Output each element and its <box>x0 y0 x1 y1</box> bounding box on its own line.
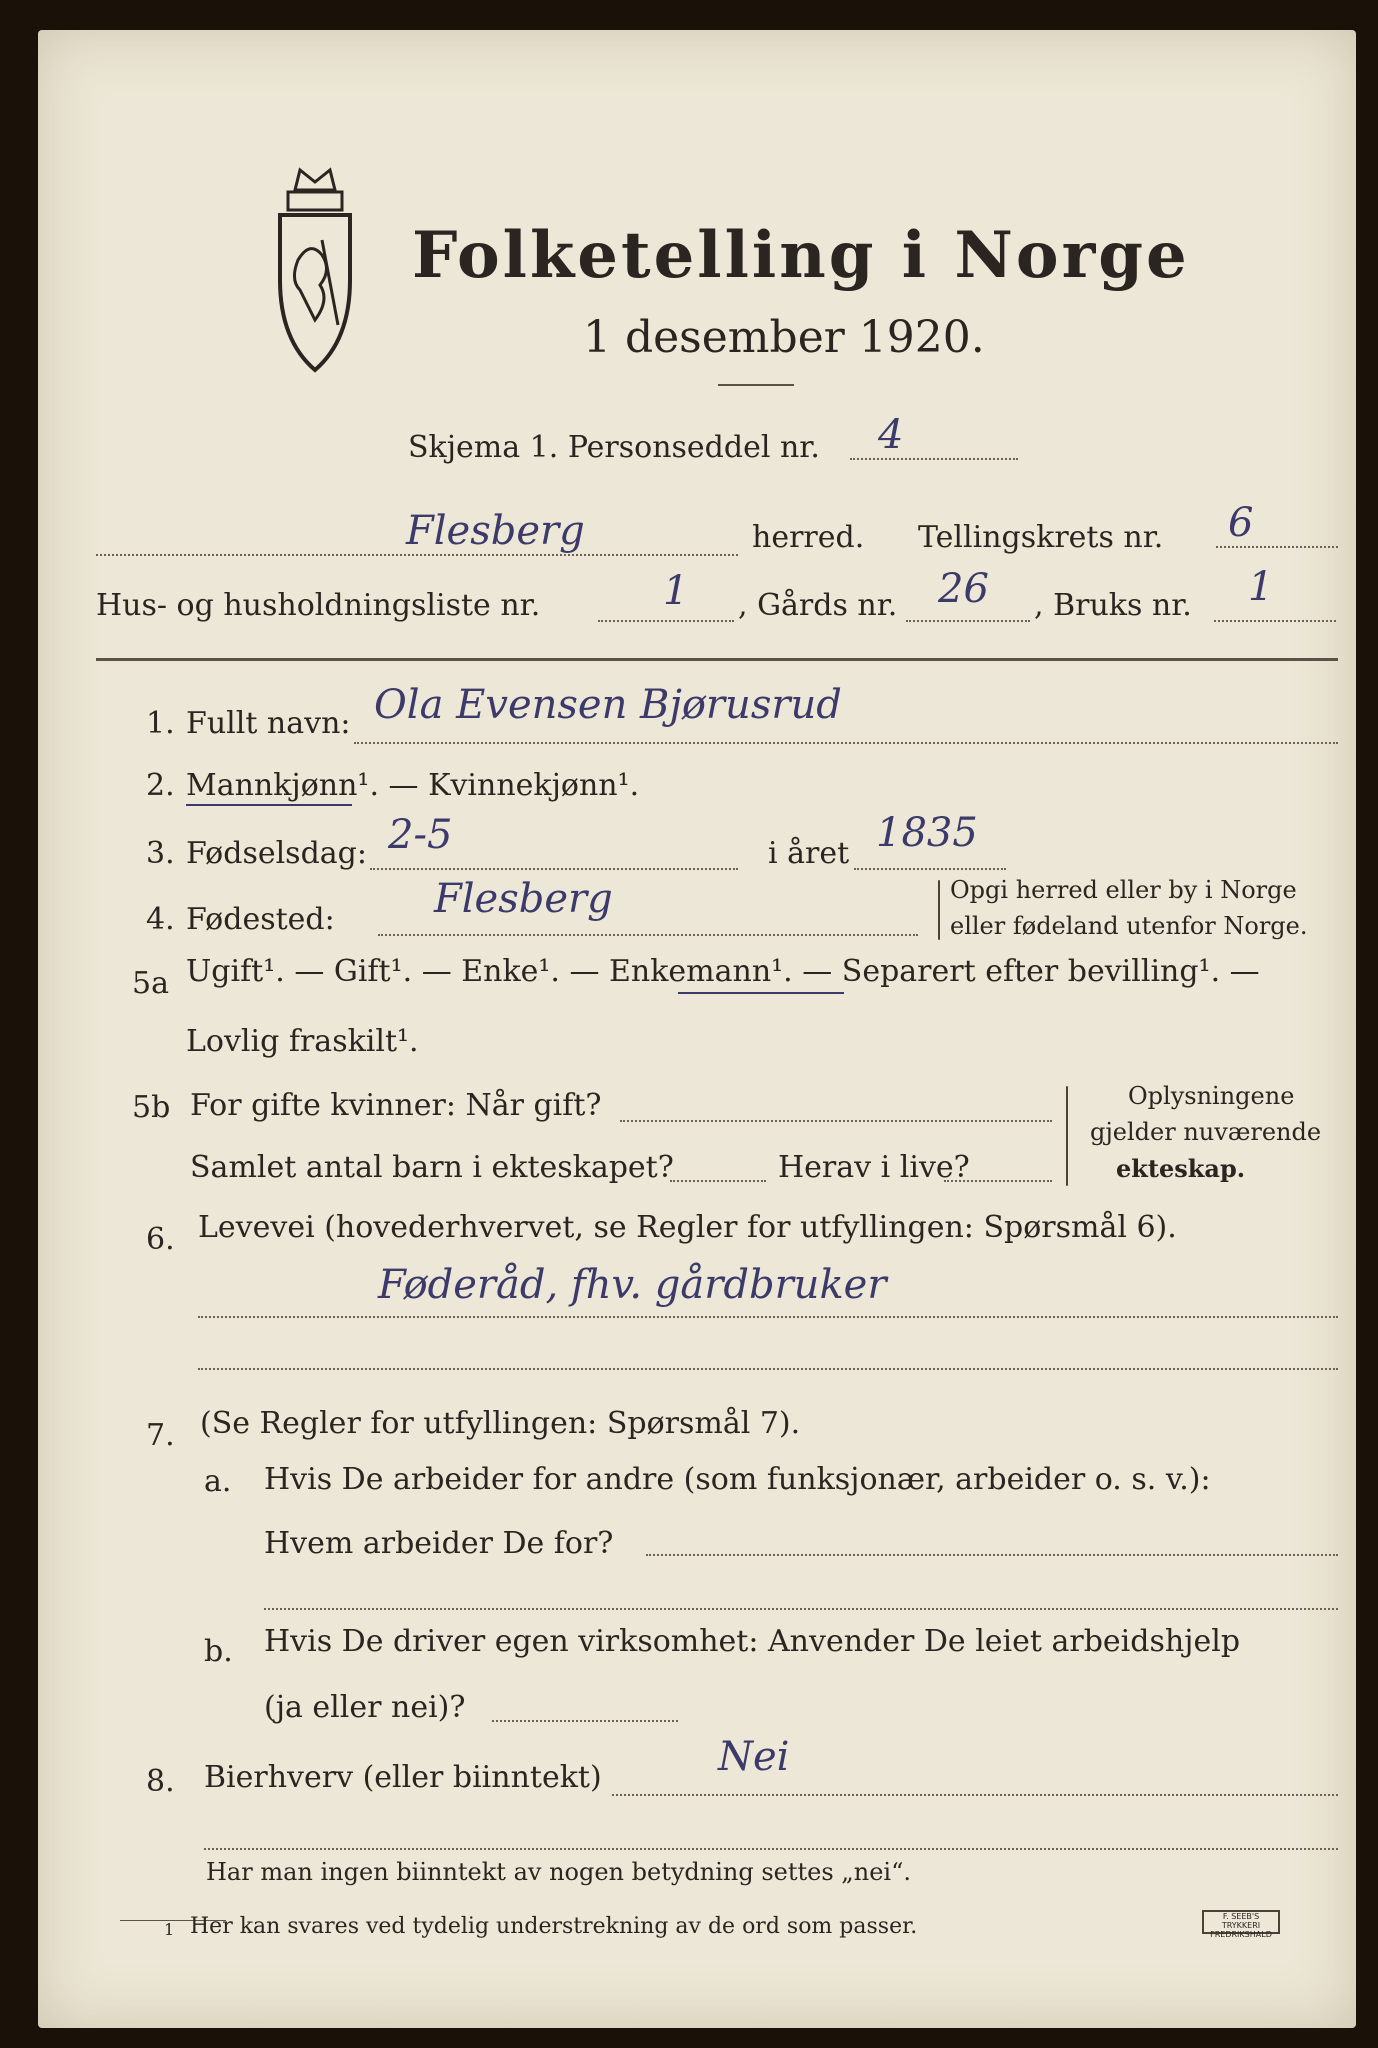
q5b-brace <box>1066 1086 1068 1186</box>
bruks-value: 1 <box>1248 564 1274 610</box>
q8-number: 8. <box>146 1764 175 1799</box>
q5a-label-line1: Ugift¹. — Gift¹. — Enke¹. — Enkemann¹. — Separert efter bevilling¹. — <box>186 954 1260 989</box>
q7b-label-line2: (ja eller nei)? <box>264 1690 466 1725</box>
husholdningsliste-label: Hus- og husholdningsliste nr. <box>96 588 541 623</box>
q6-line1 <box>198 1316 1338 1318</box>
q2-number: 2. <box>146 768 175 803</box>
q1-label: Fullt navn: <box>186 706 351 741</box>
personseddel-line <box>850 458 1018 460</box>
q5b-note-line2: gjelder nuværende <box>1090 1118 1322 1146</box>
q5b-label-line1: For gifte kvinner: Når gift? <box>190 1088 602 1123</box>
q5a-underline <box>678 992 844 994</box>
q1-number: 1. <box>146 706 175 741</box>
q5b-number: 5b <box>132 1090 171 1125</box>
q8-line2 <box>204 1848 1338 1850</box>
q6-number: 6. <box>146 1222 175 1257</box>
tellingskrets-line <box>1216 546 1338 548</box>
q7b-label-line1: Hvis De driver egen virksomhet: Anvender De leiet arbeidshjelp <box>264 1624 1241 1659</box>
form-title: Folketelling i Norge <box>412 218 1190 293</box>
q8-line1 <box>612 1794 1338 1796</box>
q7b-letter: b. <box>204 1634 233 1669</box>
q5b-line1 <box>620 1120 1052 1122</box>
q6-value: Føderåd, fhv. gårdbruker <box>378 1262 887 1308</box>
q5b-line2a <box>670 1180 766 1182</box>
q5b-label-line2: Samlet antal barn i ekteskapet? <box>190 1150 674 1185</box>
printer-stamp <box>1202 1910 1280 1939</box>
q5b-label-line2b: Herav i live? <box>778 1150 970 1185</box>
title-divider <box>718 384 794 386</box>
q7-label: (Se Regler for utfyllingen: Spørsmål 7). <box>200 1406 801 1441</box>
q1-value: Ola Evensen Bjørusrud <box>374 682 842 728</box>
q3-year-value: 1835 <box>876 810 978 856</box>
q7a-line1 <box>646 1554 1338 1556</box>
q7-number: 7. <box>146 1418 175 1453</box>
census-form-sheet <box>38 30 1356 2028</box>
schema-label: Skjema 1. Personseddel nr. <box>408 430 820 465</box>
q2-label: Mannkjønn¹. — Kvinnekjønn¹. <box>186 768 640 803</box>
q4-value: Flesberg <box>434 876 613 922</box>
bruks-line <box>1214 620 1336 622</box>
q6-line2 <box>198 1368 1338 1370</box>
census-date: 1 desember 1920. <box>583 312 985 363</box>
q8-value: Nei <box>718 1734 790 1780</box>
q4-number: 4. <box>146 902 175 937</box>
q5b-line2b <box>944 1180 1052 1182</box>
q7b-line <box>492 1720 678 1722</box>
husholdningsliste-value: 1 <box>663 568 689 614</box>
q8-label: Bierhverv (eller biinntekt) <box>204 1760 602 1795</box>
q3-year-line <box>854 868 1006 870</box>
q7a-letter: a. <box>204 1464 232 1499</box>
bruks-label: , Bruks nr. <box>1034 588 1192 623</box>
q5b-note-line1: Oplysningene <box>1128 1082 1295 1110</box>
q3-value: 2-5 <box>388 812 453 858</box>
q5a-number: 5a <box>132 966 169 1001</box>
coat-of-arms-logo <box>260 160 370 390</box>
printer-stamp-line1: F. SEEB'S TRYKKERI <box>1221 1912 1261 1930</box>
header-divider <box>96 658 1338 661</box>
q5b-note-line3: ekteskap. <box>1116 1154 1246 1183</box>
gards-label: , Gårds nr. <box>738 588 898 623</box>
printer-stamp-line2: FREDRIKSHALD <box>1210 1930 1272 1939</box>
gards-value: 26 <box>938 566 989 612</box>
q8-note: Har man ingen biinntekt av nogen betydning settes „nei“. <box>206 1858 911 1886</box>
q7a-line2 <box>264 1608 1338 1610</box>
q4-brace <box>938 880 940 940</box>
q4-line <box>378 934 918 936</box>
q4-note-line2: eller fødeland utenfor Norge. <box>950 912 1308 940</box>
tellingskrets-label: Tellingskrets nr. <box>918 520 1164 555</box>
q3-label: Fødselsdag: <box>186 836 367 871</box>
q3-year-label: i året <box>768 836 850 871</box>
q5a-label-line2: Lovlig fraskilt¹. <box>186 1024 419 1059</box>
herred-label: herred. <box>752 520 865 555</box>
tellingskrets-value: 6 <box>1228 500 1254 546</box>
q7a-label-line2: Hvem arbeider De for? <box>264 1526 614 1561</box>
gards-line <box>906 620 1030 622</box>
husholdningsliste-line <box>598 620 734 622</box>
herred-line <box>96 554 738 556</box>
q6-label: Levevei (hovederhvervet, se Regler for utfyllingen: Spørsmål 6). <box>198 1210 1177 1245</box>
q3-line <box>370 868 738 870</box>
q4-label: Fødested: <box>186 902 335 937</box>
footnote-marker: 1 <box>164 1920 175 1939</box>
personseddel-value: 4 <box>878 412 904 458</box>
q7a-label-line1: Hvis De arbeider for andre (som funksjonær, arbeider o. s. v.): <box>264 1462 1211 1497</box>
q1-line <box>354 742 1338 744</box>
q4-note-line1: Opgi herred eller by i Norge <box>950 876 1297 904</box>
q2-underline <box>186 804 352 806</box>
q3-number: 3. <box>146 836 175 871</box>
footnote-text: Her kan svares ved tydelig understrekning av de ord som passer. <box>190 1914 918 1939</box>
herred-value: Flesberg <box>406 508 585 554</box>
